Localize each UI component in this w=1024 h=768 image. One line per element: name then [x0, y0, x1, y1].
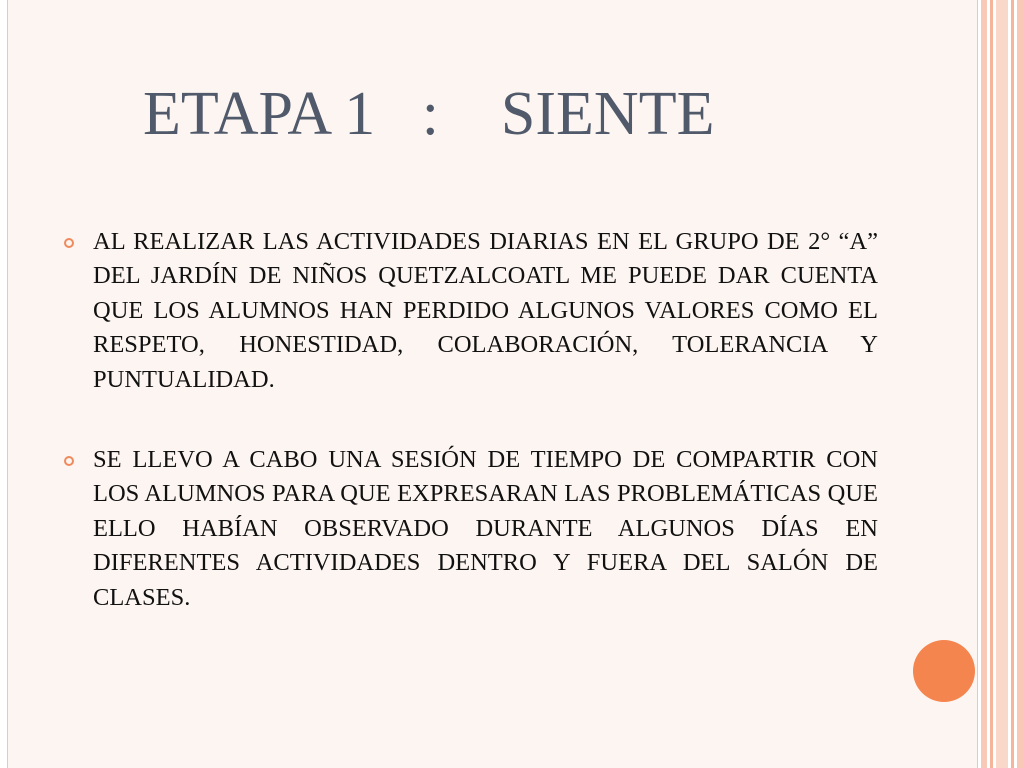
decorative-stripe: [1011, 0, 1014, 768]
decorative-circle: [913, 640, 975, 702]
bullet-circle-icon: [64, 456, 74, 466]
bullet-text: SE LLEVO A CABO UNA SESIÓN DE TIEMPO DE COMPARTIR CON LOS ALUMNOS PARA QUE EXPRESARAN LAS PROBLEMÁTICAS QUE ELLO HABÍAN OBSERVADO DURANTE ALGUNOS DÍAS EN DIFERENTES ACTIVIDADES DENTRO Y FUERA DEL SALÓN DE CLASES.: [93, 446, 878, 611]
decorative-stripe: [1017, 0, 1024, 768]
bullet-item: [62, 225, 878, 397]
bullet-circle-icon: [64, 238, 74, 248]
decorative-stripe: [990, 0, 993, 768]
bullet-text: AL REALIZAR LAS ACTIVIDADES DIARIAS EN EL GRUPO DE 2° “A” DEL JARDÍN DE NIÑOS QUETZALCOATL ME PUEDE DAR CUENTA QUE LOS ALUMNOS HAN PERDIDO ALGUNOS VALORES COMO EL RESPETO, HONESTIDAD, COLABORACIÓN, TOLERANCIA Y PUNTUALIDAD.: [93, 228, 878, 393]
bullet-list: [62, 225, 878, 661]
bullet-item: [62, 443, 878, 615]
slide-title: ETAPA 1 : SIENTE: [143, 80, 715, 148]
decorative-stripe: [981, 0, 987, 768]
decorative-stripe: [996, 0, 1008, 768]
